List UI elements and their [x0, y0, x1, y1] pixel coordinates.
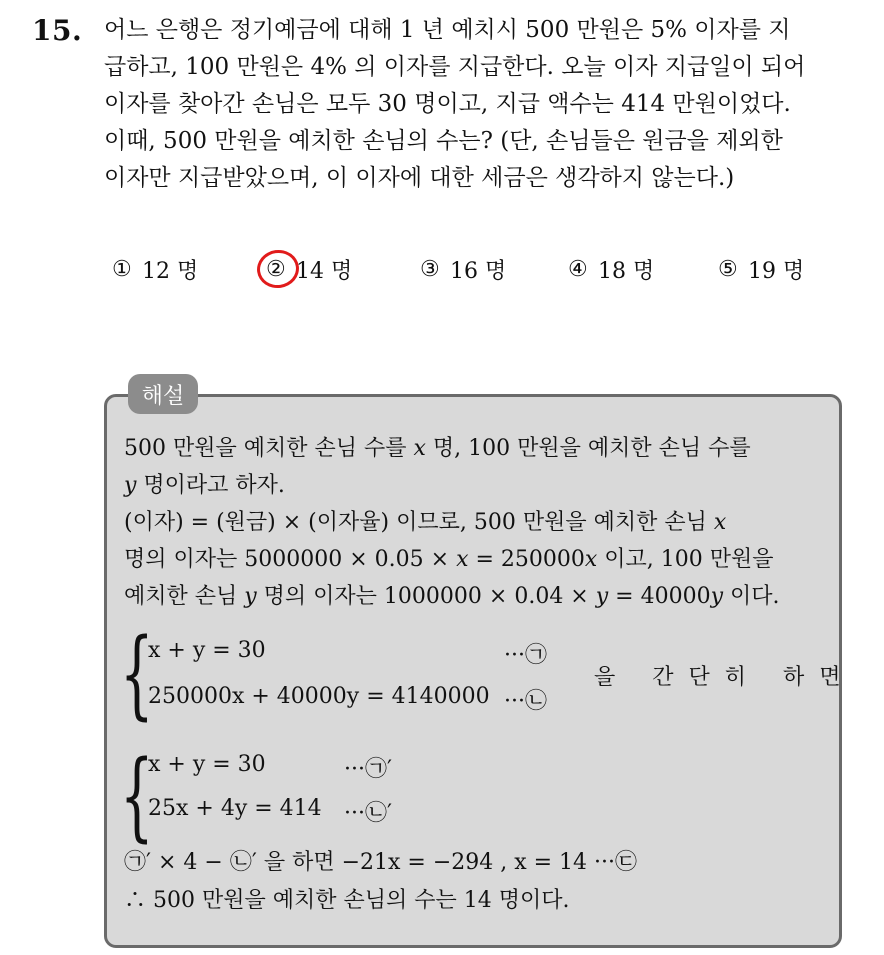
solution-line: [124, 504, 824, 541]
var-y: y: [124, 473, 137, 498]
solution-line: [124, 467, 824, 504]
question-line: 이자만 지급받았으며, 이 이자에 대한 세금은 생각하지 않는다.): [104, 165, 735, 191]
answer-choices: [0, 254, 884, 294]
text: 명이라고 하자.: [136, 473, 285, 498]
choice-4[interactable]: [568, 254, 654, 285]
choice-1[interactable]: [112, 254, 198, 285]
equation-label: ···㉡: [504, 689, 547, 714]
equation: 25x + 4y = 414: [148, 796, 322, 821]
choice-mark: ⑤: [718, 257, 738, 282]
question-line: 급하고, 100 만원은 4% 의 이자를 지급한다. 오늘 이자 지급일이 되어: [104, 54, 806, 80]
solution-text: [124, 430, 824, 615]
equation-instruction: 을 간단히 하면: [594, 665, 856, 690]
var-x: x: [456, 547, 469, 572]
solution-line: [124, 430, 824, 467]
var-y: y: [244, 584, 257, 609]
var-x: x: [713, 510, 727, 535]
var-x: x: [413, 436, 426, 461]
choice-text: 12 명: [142, 259, 199, 284]
text: 이다.: [723, 584, 780, 609]
choice-text: 19 명: [748, 259, 805, 284]
choice-3[interactable]: [420, 254, 506, 285]
equation: 250000x + 40000y = 4140000: [148, 684, 490, 709]
question-line: 어느 은행은 정기예금에 대해 1 년 예치시 500 만원은 5% 이자를 지: [104, 17, 791, 43]
question-line: 이자를 찾아간 손님은 모두 30 명이고, 지급 액수는 414 만원이었다.: [104, 91, 791, 117]
brace-icon: {: [120, 618, 154, 730]
equation: x + y = 30: [148, 638, 266, 663]
equation: x + y = 30: [148, 752, 266, 777]
solution-tag: 해설: [128, 374, 198, 414]
question-number: 15.: [32, 14, 83, 47]
text: 명의 이자는 5000000 × 0.05 ×: [124, 547, 457, 572]
text: 명, 100 만원을 예치한 손님 수를: [425, 436, 751, 461]
choice-5[interactable]: [718, 254, 804, 285]
var-y: y: [710, 584, 724, 609]
text: = 40000: [608, 584, 711, 609]
question-text: [104, 12, 864, 197]
var-x: x: [584, 547, 598, 572]
var-y: y: [595, 584, 609, 609]
brace-icon: {: [120, 740, 154, 852]
choice-mark: ①: [112, 257, 132, 282]
text: 500 만원을 예치한 손님 수를: [124, 436, 414, 461]
solution-operation: ㉠′ × 4 − ㉡′ 을 하면 −21x = −294 , x = 14 ···㉢: [124, 850, 638, 875]
choice-mark: ③: [420, 257, 440, 282]
solution-line: [124, 578, 824, 615]
question-line: 이때, 500 만원을 예치한 손님의 수는? (단, 손님들은 원금을 제외한: [104, 128, 783, 154]
equation-label: ···㉠′: [344, 757, 392, 782]
equation-label: ···㉡′: [344, 801, 392, 826]
solution-conclusion: ∴ 500 만원을 예치한 손님의 수는 14 명이다.: [124, 888, 570, 913]
text: 이고, 100 만원을: [597, 547, 774, 572]
choice-text: 16 명: [450, 259, 507, 284]
choice-mark: ②: [266, 257, 286, 282]
text: 명의 이자는 1000000 × 0.04 ×: [256, 584, 596, 609]
equation-label: ···㉠: [504, 643, 547, 668]
solution-line: [124, 541, 824, 578]
choice-text: 18 명: [598, 259, 655, 284]
text: (이자) = (원금) × (이자율) 이므로, 500 만원을 예치한 손님: [124, 510, 714, 535]
choice-2[interactable]: [266, 254, 352, 285]
choice-text: 14 명: [296, 259, 353, 284]
text: 예치한 손님: [124, 584, 245, 609]
choice-mark: ④: [568, 257, 588, 282]
text: = 250000: [468, 547, 585, 572]
selected-answer-circle: [255, 247, 302, 290]
